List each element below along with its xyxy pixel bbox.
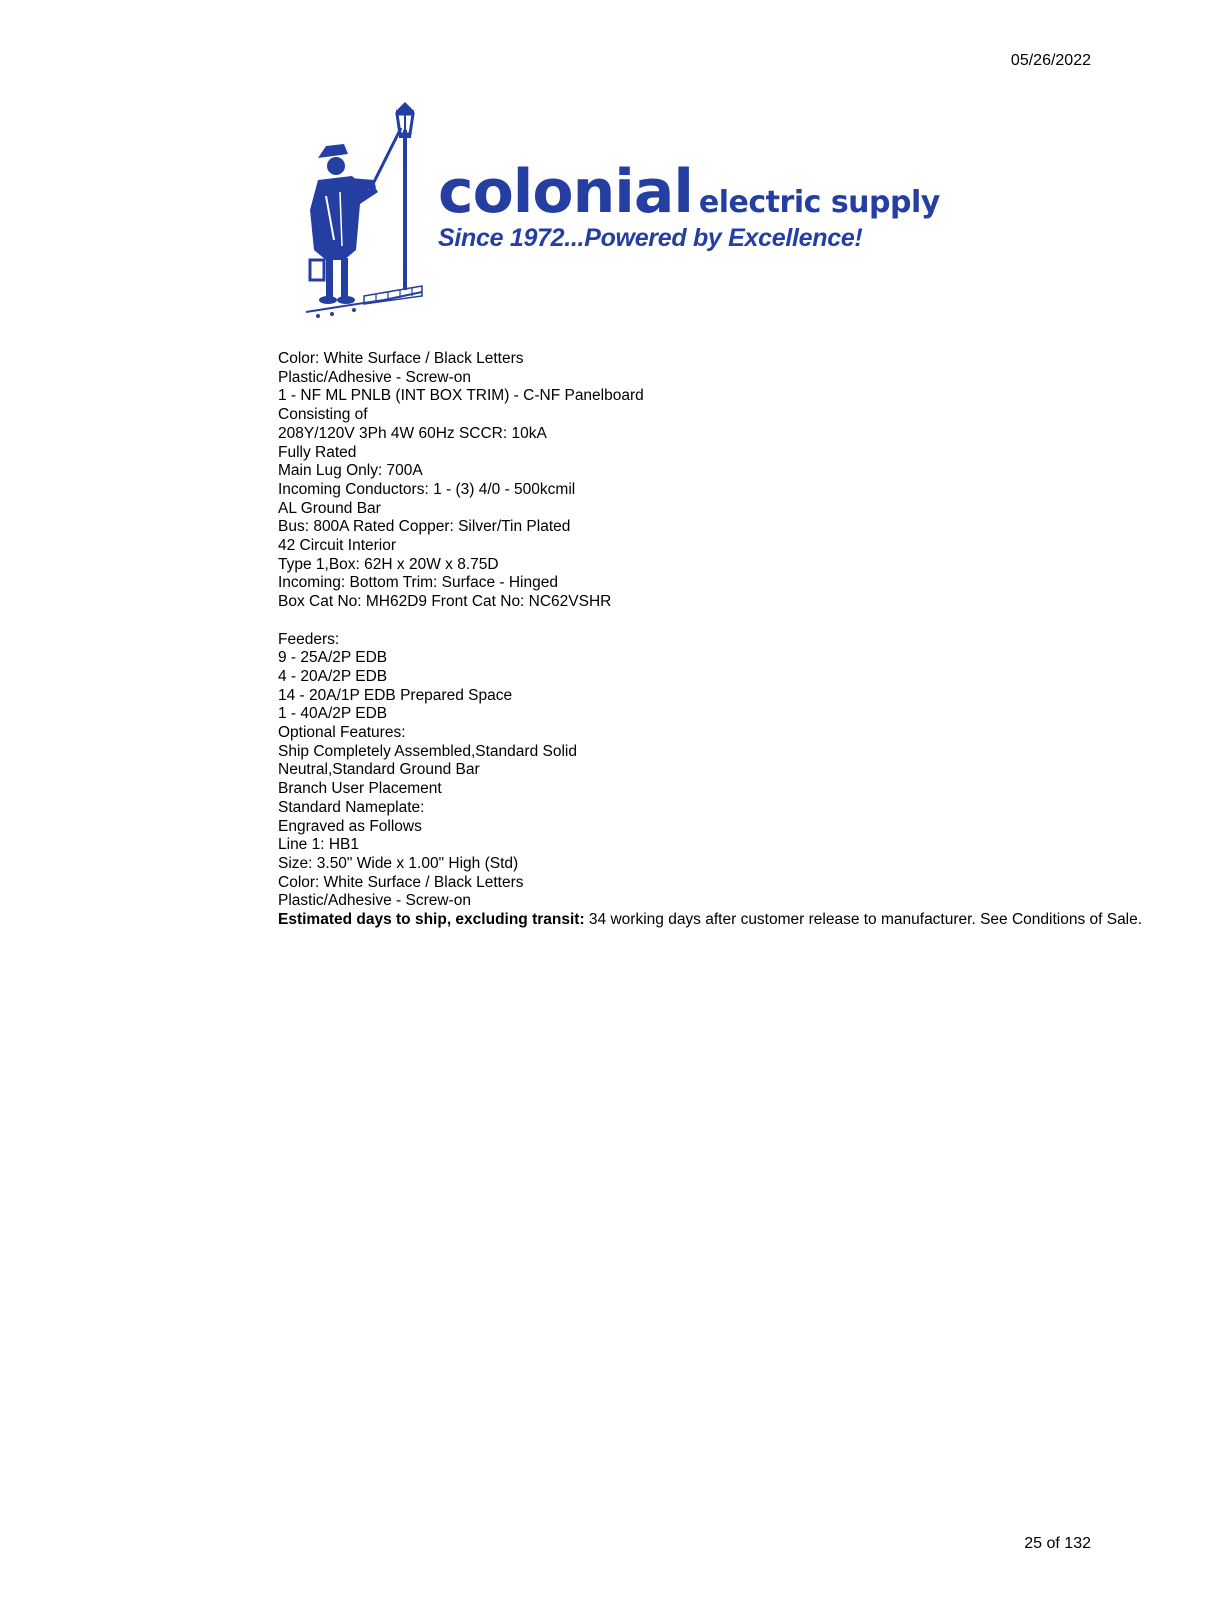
shipping-estimate — [278, 911, 1218, 930]
spec-line: Bus: 800A Rated Copper: Silver/Tin Plated — [278, 518, 571, 536]
spec-line: Standard Nameplate: — [278, 798, 425, 816]
quote-line-item-details — [278, 350, 1218, 930]
spec-line: 42 Circuit Interior — [278, 537, 397, 555]
spec-line: Engraved as Follows — [278, 817, 422, 835]
spec-line: Color: White Surface / Black Letters — [278, 350, 524, 367]
spec-line: Optional Features: — [278, 724, 406, 742]
spec-line: Feeders: — [278, 630, 340, 648]
spec-line: Line 1: HB1 — [278, 836, 359, 854]
lamplighter-figure-icon — [304, 100, 434, 325]
spec-line: Size: 3.50" Wide x 1.00" High (Std) — [278, 854, 519, 872]
spec-line: 1 - NF ML PNLB (INT BOX TRIM) - C-NF Panelboard — [278, 387, 644, 405]
spec-line: Main Lug Only: 700A — [278, 462, 423, 480]
spacer — [278, 612, 1218, 631]
spec-line: Branch User Placement — [278, 780, 442, 798]
spec-line: 208Y/120V 3Ph 4W 60Hz SCCR: 10kA — [278, 424, 547, 442]
spec-line: 14 - 20A/1P EDB Prepared Space — [278, 686, 513, 704]
spec-line: Color: White Surface / Black Letters — [278, 873, 524, 891]
spec-line: Consisting of — [278, 406, 368, 424]
logo-tagline: Since 1972...Powered by Excellence! — [438, 224, 863, 252]
spec-line: 9 - 25A/2P EDB — [278, 649, 388, 667]
spec-line: Fully Rated — [278, 443, 357, 461]
spec-line: Plastic/Adhesive - Screw-on — [278, 892, 471, 910]
document-date: 05/26/2022 — [1010, 52, 1091, 69]
logo-brand-main: colonial — [438, 157, 693, 227]
page-number: 25 of 132 — [1024, 1535, 1091, 1552]
spec-line: AL Ground Bar — [278, 499, 381, 517]
spec-line: Box Cat No: MH62D9 Front Cat No: NC62VSHR — [278, 593, 612, 611]
spec-line: Ship Completely Assembled,Standard Solid — [278, 742, 577, 760]
spec-line: Neutral,Standard Ground Bar — [278, 761, 480, 779]
spec-line: Incoming: Bottom Trim: Surface - Hinged — [278, 574, 558, 592]
spec-line: 1 - 40A/2P EDB — [278, 705, 388, 723]
logo-brand-sub: electric supply — [698, 185, 940, 220]
company-logo — [304, 100, 940, 330]
spec-line: Incoming Conductors: 1 - (3) 4/0 - 500kcmil — [278, 480, 576, 498]
spec-line: Plastic/Adhesive - Screw-on — [278, 368, 471, 386]
spec-line: 4 - 20A/2P EDB — [278, 667, 388, 685]
spec-line: Type 1,Box: 62H x 20W x 8.75D — [278, 555, 499, 573]
spec-block-1 — [278, 350, 1218, 612]
shipping-estimate-label: Estimated days to ship, excluding transit: — [278, 911, 585, 929]
shipping-estimate-text: 34 working days after customer release to manufacturer. See Conditions of Sale. — [584, 911, 1143, 929]
spec-block-2 — [278, 631, 1218, 912]
